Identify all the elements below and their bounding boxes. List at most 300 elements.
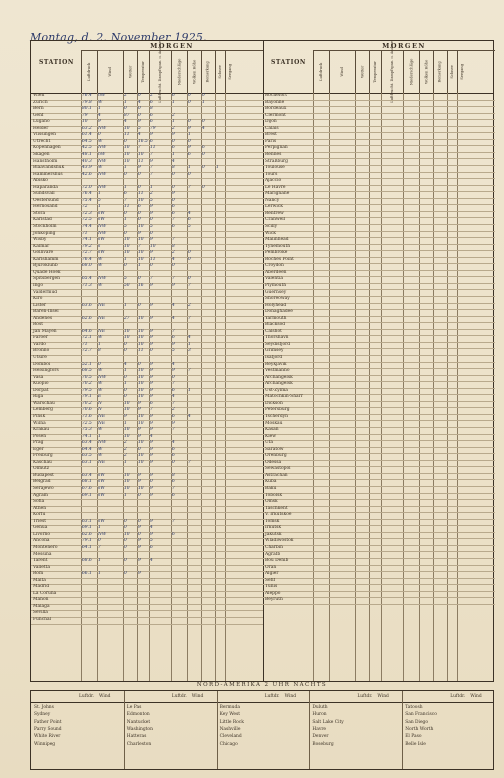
station-name: Aleppo xyxy=(265,590,281,596)
observation-value: 75.3 xyxy=(82,427,92,433)
header-luftdruck: Luftdr. xyxy=(450,694,466,699)
na-station-name: Denver xyxy=(312,734,329,740)
observation-value: 5 xyxy=(124,224,127,229)
observation-value: 10 xyxy=(138,420,144,426)
observation-value: 0 xyxy=(124,341,127,347)
column-header-label: Bemerkung xyxy=(206,60,211,83)
station-name: Dorpat xyxy=(33,387,49,393)
observation-value: 6 xyxy=(150,119,153,125)
station-name: Moskau xyxy=(265,420,283,426)
observation-value: 9 xyxy=(150,440,153,446)
observation-value: W xyxy=(98,368,103,374)
observation-value: 8 xyxy=(172,165,175,171)
observation-value: 70.2 xyxy=(82,400,92,406)
observation-value: 9 xyxy=(150,472,153,478)
observation-value: 9 xyxy=(150,394,153,400)
observation-value: 9 xyxy=(188,145,191,151)
observation-value: 10 xyxy=(138,341,144,347)
observation-value: 1 xyxy=(98,341,101,347)
observation-value: 6 xyxy=(172,531,175,537)
station-name: Archangelsk xyxy=(265,381,293,387)
observation-value: 10 xyxy=(124,427,130,433)
observation-value: W xyxy=(98,381,103,387)
station-name: Brönnö xyxy=(33,348,50,354)
station-name: Vlissingen xyxy=(33,132,56,138)
observation-value: 1 xyxy=(98,558,101,564)
column-header-9 xyxy=(225,50,236,93)
observation-value: 10 xyxy=(138,440,144,446)
observation-value: 72.3 xyxy=(82,210,92,216)
station-name: Kaschau xyxy=(33,459,52,465)
station-name: Quade Hoek xyxy=(33,269,61,275)
observation-value: 63.4 xyxy=(82,472,92,478)
observation-value: 7 xyxy=(172,400,175,406)
observation-value: 9 xyxy=(150,374,153,380)
observation-value: 1 xyxy=(124,217,127,223)
station-name: Jakutsk xyxy=(265,531,282,537)
na-station-name: St. Johns xyxy=(34,705,54,710)
station-name: Triest xyxy=(33,518,47,524)
station-name: Shoreoway xyxy=(265,296,290,302)
column-header-label: Schnee xyxy=(450,64,455,79)
observation-value: W xyxy=(98,446,103,452)
station-name: Serajewo xyxy=(33,486,54,491)
station-name: Grimsey xyxy=(265,348,284,354)
observation-value: 0 xyxy=(98,361,101,367)
station-name: Zürich xyxy=(33,99,48,105)
observation-value: W xyxy=(98,256,103,262)
observation-value: 1 xyxy=(98,191,101,197)
observation-value: 0 xyxy=(124,544,127,550)
observation-value: 0 xyxy=(172,171,175,177)
station-name: Budapest xyxy=(33,472,54,478)
observation-value: 9 xyxy=(172,282,175,288)
observation-value: 4 xyxy=(188,335,191,341)
header-luftdruck: Luftdr. xyxy=(357,694,373,699)
station-name: Calais xyxy=(265,125,279,131)
na-station-name: Cleveland xyxy=(219,734,242,740)
observation-value: 63.1 xyxy=(82,518,92,524)
observation-value: 27 xyxy=(124,315,130,321)
observation-value: 79.1 xyxy=(82,394,92,400)
observation-value: 9 xyxy=(138,427,141,433)
observation-value: 11 xyxy=(138,191,144,197)
observation-value: 6 xyxy=(172,145,175,151)
observation-value: 9 xyxy=(172,341,175,347)
observation-value: 71.3 xyxy=(82,282,92,288)
column-header-label: Wetter xyxy=(360,65,365,78)
na-station-name: Nashville xyxy=(219,726,241,732)
observation-value: 62.6 xyxy=(82,315,92,321)
observation-value: 7 xyxy=(138,243,141,249)
observation-value: 9 xyxy=(150,486,153,491)
header-luftdruck: Luftdr. xyxy=(79,694,94,699)
observation-value: 10 xyxy=(138,315,144,321)
station-name: Kuba xyxy=(265,479,277,485)
observation-value: 7 xyxy=(188,315,191,321)
na-station-name: San Diego xyxy=(405,719,429,725)
observation-value: 4 xyxy=(150,525,153,531)
station-name: Thorshavn xyxy=(265,335,289,341)
observation-value: NW xyxy=(98,531,107,537)
station-name: Agrafb xyxy=(265,551,281,557)
station-name: Abisko xyxy=(33,178,48,184)
observation-value: 9 xyxy=(98,119,101,125)
observation-value: 4 xyxy=(124,361,127,367)
observation-value: 0 xyxy=(202,184,205,190)
na-station-name: Nantucket xyxy=(126,719,151,725)
observation-value: W xyxy=(98,263,103,269)
observation-value: NE xyxy=(98,315,106,321)
na-station-name: Sydney xyxy=(34,712,51,718)
station-name: Tynemouth xyxy=(265,243,291,249)
observation-value: 72.5 xyxy=(82,420,92,426)
observation-value: 10 xyxy=(138,459,144,465)
observation-value: 0 xyxy=(202,93,205,98)
observation-value: 65.4 xyxy=(82,276,92,282)
station-name: Sefif xyxy=(265,577,276,583)
observation-value: sW xyxy=(98,250,105,256)
observation-value: NE xyxy=(98,302,106,308)
observation-value: 9 xyxy=(172,191,175,197)
station-name: Kasan xyxy=(265,427,279,433)
observation-value: 0 xyxy=(138,276,141,282)
observation-value: 6 xyxy=(172,387,175,393)
observation-value: 10 xyxy=(124,151,130,157)
observation-value: 9 xyxy=(138,407,141,413)
observation-value: 0 xyxy=(172,459,175,465)
observation-value: sW xyxy=(98,237,105,243)
observation-value: 6 xyxy=(172,413,175,419)
station-name: Lister xyxy=(33,302,47,308)
observation-value: 3 xyxy=(188,348,191,354)
observation-value: 16 xyxy=(138,282,144,288)
observation-value: 10 xyxy=(138,394,144,400)
station-name: Stora xyxy=(33,210,46,216)
observation-value: 6 xyxy=(138,204,141,210)
station-name: Blacksod xyxy=(265,322,286,328)
station-name: Seydisfjord xyxy=(265,341,291,347)
observation-value: 5 xyxy=(138,125,141,131)
observation-value: 0 xyxy=(124,394,127,400)
station-name: La Coruña xyxy=(33,590,57,596)
observation-value: 9 xyxy=(150,341,153,347)
observation-value: 1 xyxy=(188,341,191,347)
observation-value: 11 xyxy=(138,158,144,164)
observation-value: 0 xyxy=(138,302,141,308)
station-name: Le Havre xyxy=(265,184,286,190)
station-name: Paris xyxy=(265,138,277,144)
station-name: Straßburg xyxy=(265,158,288,164)
station-name: Färöer xyxy=(33,335,48,341)
observation-value: 7 xyxy=(172,217,175,223)
na-station-name: White River xyxy=(34,734,61,740)
observation-value: 79.8 xyxy=(82,99,92,105)
station-name: Jönköping xyxy=(33,230,56,236)
observation-value: 0 xyxy=(124,374,127,380)
observation-value: 8 xyxy=(150,106,153,112)
observation-value: 6 xyxy=(172,446,175,452)
observation-value: 9 xyxy=(150,361,153,367)
station-name: Tunis xyxy=(265,584,278,590)
observation-value: 4 xyxy=(124,119,127,125)
observation-value: 9 xyxy=(150,518,153,524)
observation-value: 63.4 xyxy=(82,440,92,446)
observation-value: 6 xyxy=(150,99,153,105)
observation-value: 6 xyxy=(150,544,153,550)
header-wind: Wind xyxy=(191,694,204,699)
observation-value: 52.1 xyxy=(82,361,92,367)
na-station-name: Huron xyxy=(312,712,327,718)
observation-value: 0 xyxy=(150,479,153,485)
column-header-label: Luftdruck xyxy=(87,62,92,81)
column-header-label: Luftfeucht. Dampfspan. o. Andere xyxy=(158,40,163,103)
column-header-label: Seegang xyxy=(460,63,465,80)
station-name: Renfrew xyxy=(265,210,284,216)
observation-value: 9 xyxy=(138,571,141,577)
observation-value: 1 xyxy=(98,525,101,531)
observation-value: 2 xyxy=(172,112,175,118)
observation-value: 9 xyxy=(150,387,153,393)
observation-value: 0 xyxy=(138,93,141,98)
observation-value: 9 xyxy=(188,125,191,131)
observation-value: sW xyxy=(98,479,105,485)
observation-value: 0 xyxy=(150,217,153,223)
observation-value: W xyxy=(98,138,103,144)
station-column-header: STATION xyxy=(39,59,74,66)
observation-value: 0 xyxy=(188,138,191,144)
observation-value: 1 xyxy=(202,99,205,105)
station-name: Perpignan xyxy=(265,145,288,151)
station-column-header: STATION xyxy=(271,59,306,66)
station-name: Stockholm xyxy=(33,224,57,229)
observation-value: 64.6 xyxy=(82,328,92,334)
observation-value: 0 xyxy=(202,151,205,157)
observation-value: 1 xyxy=(124,381,127,387)
observation-value: NW xyxy=(98,158,107,164)
observation-value: 0 xyxy=(188,171,191,177)
station-name: Sewastopol xyxy=(265,466,291,472)
column-header-0 xyxy=(313,50,330,93)
station-name: Ust-Zylma xyxy=(265,387,288,393)
observation-value: 1 xyxy=(124,492,127,498)
observation-value: N xyxy=(98,400,102,406)
observation-value: 0 xyxy=(188,250,191,256)
na-station-name: Havre xyxy=(312,726,327,732)
block-rule xyxy=(309,691,310,769)
observation-value: 0 xyxy=(138,446,141,452)
station-name: Skagen xyxy=(33,151,50,157)
station-name: Malinhead xyxy=(265,237,289,243)
observation-value: 0 xyxy=(188,119,191,125)
station-name: Algier xyxy=(265,571,279,577)
observation-value: 9 xyxy=(150,420,153,426)
station-name: Funchal xyxy=(33,617,52,622)
observation-value: 67.6 xyxy=(82,486,92,491)
observation-value: 0 xyxy=(150,230,153,236)
observation-value: 7 xyxy=(188,184,191,190)
observation-value: 9 xyxy=(138,538,141,544)
observation-value: 0 xyxy=(138,492,141,498)
column-header-1 xyxy=(97,50,124,93)
observation-value: 1 xyxy=(124,459,127,465)
station-name: Valdermud xyxy=(33,289,58,295)
observation-value: 74.1 xyxy=(82,433,92,439)
observation-value: 48.1 xyxy=(82,151,92,157)
observation-value: 6 xyxy=(172,492,175,498)
observation-value: NE xyxy=(98,459,106,465)
observation-value: 9 xyxy=(138,400,141,406)
station-name: Marignane xyxy=(265,191,290,197)
observation-value: 7 xyxy=(188,282,191,288)
observation-value: 66.1 xyxy=(82,571,92,577)
observation-value: 0 xyxy=(188,99,191,105)
observation-value: 79 xyxy=(150,125,156,131)
station-name: Saratow xyxy=(265,446,284,452)
observation-value: 9 xyxy=(138,165,141,171)
observation-value: 4 xyxy=(172,256,175,262)
station-name: Genua xyxy=(33,525,48,531)
station-name: Spitsbergen xyxy=(33,276,60,282)
station-name: Blaavandshuk xyxy=(33,165,65,171)
station-name: Posen xyxy=(33,433,47,439)
observation-value: 72.1 xyxy=(82,335,92,341)
observation-value: 10 xyxy=(124,433,130,439)
observation-value: 10 xyxy=(138,368,144,374)
observation-value: 4 xyxy=(172,394,175,400)
observation-value: 76.4 xyxy=(82,93,92,98)
observation-value: 6 xyxy=(150,112,153,118)
observation-value: 9 xyxy=(150,381,153,387)
observation-value: 0 xyxy=(124,171,127,177)
na-station-name: Belle Isle xyxy=(405,741,426,747)
observation-value: 0 xyxy=(138,184,141,190)
observation-value: 63.1 xyxy=(82,459,92,465)
observation-value: 9 xyxy=(150,315,153,321)
station-name: Ufa xyxy=(265,440,273,446)
observation-value: 42.5 xyxy=(82,145,92,151)
observation-value: nW xyxy=(98,93,106,98)
observation-value: 4 xyxy=(150,558,153,564)
observation-value: 10 xyxy=(124,407,130,413)
station-name: Pembroke xyxy=(265,250,288,256)
observation-value: 10 xyxy=(124,145,130,151)
observation-value: 0 xyxy=(124,230,127,236)
na-station-name: Tatoosh xyxy=(405,705,423,710)
observation-value: 10 xyxy=(124,472,130,478)
observation-value: 9 xyxy=(150,132,153,138)
column-header-label: Luftdruck xyxy=(319,62,324,81)
station-name: Ajaccio xyxy=(265,178,282,184)
station-name: Wien xyxy=(33,93,45,98)
observation-value: 6 xyxy=(202,145,205,151)
observation-value: 1 xyxy=(124,256,127,262)
station-name: Pinsk xyxy=(33,413,46,419)
station-name: Orenburg xyxy=(265,453,287,459)
station-name: Riga xyxy=(33,394,44,400)
observation-value: 1 xyxy=(124,368,127,374)
observation-value: W xyxy=(98,165,103,171)
observation-value: NW xyxy=(98,440,107,446)
observation-value: 0 xyxy=(138,361,141,367)
na-station-name: North Worth xyxy=(405,726,434,732)
observation-value: 0 xyxy=(124,387,127,393)
observation-value: 10 xyxy=(138,387,144,393)
na-station-name: Hatteras xyxy=(126,734,147,740)
observation-value: 7 xyxy=(172,427,175,433)
station-name: Bou Denib xyxy=(265,558,289,564)
observation-value: 9 xyxy=(138,558,141,564)
station-name: Reykjavik xyxy=(265,361,287,367)
observation-value: 43.9 xyxy=(82,165,92,171)
observation-value: 40.3 xyxy=(82,158,92,164)
observation-value: 62.6 xyxy=(82,531,92,537)
column-header-6 xyxy=(419,50,434,93)
station-name: Agram xyxy=(33,492,48,498)
observation-value: 10 xyxy=(124,237,130,243)
column-header-2 xyxy=(355,50,370,93)
observation-value: 4 xyxy=(138,132,141,138)
station-name: Rochefort xyxy=(265,93,287,98)
observation-value: 10 xyxy=(124,400,130,406)
na-station-name: Key West xyxy=(219,712,241,718)
na-station-name: Winnipeg xyxy=(34,741,56,747)
observation-value: 0 xyxy=(138,171,141,177)
table-row xyxy=(31,617,263,625)
observation-value: 0 xyxy=(124,525,127,531)
observation-value: 1 xyxy=(138,263,141,269)
observation-value: 8 xyxy=(172,472,175,478)
observation-value: 6 xyxy=(150,400,153,406)
observation-value: NW xyxy=(98,145,107,151)
observation-value: 11 xyxy=(124,132,130,138)
station-name: Roches Point xyxy=(265,256,294,262)
station-name: Malaga xyxy=(33,603,50,609)
station-name: Domböi xyxy=(33,361,51,367)
observation-value: 1 xyxy=(98,204,101,210)
station-name: Wladiwostok xyxy=(265,538,294,544)
station-name: Genf xyxy=(33,112,44,118)
observation-value: 7 xyxy=(150,165,153,171)
station-name: Charbin xyxy=(265,544,283,550)
station-name: Madrid xyxy=(33,584,50,590)
observation-value: 9 xyxy=(150,413,153,419)
observation-value: 7 xyxy=(188,368,191,374)
observation-value: 1 xyxy=(188,165,191,171)
observation-value: 71 xyxy=(82,341,88,347)
column-header-label: Luftfeucht. Dampfspan. o. Andere xyxy=(390,40,395,103)
observation-value: 1 xyxy=(98,106,101,112)
observation-value: 0 xyxy=(124,348,127,354)
na-station-name: Chicago xyxy=(219,741,238,747)
observation-value: 6 xyxy=(188,217,191,223)
observation-value: W xyxy=(98,282,103,288)
observation-value: 9 xyxy=(150,282,153,288)
observation-value: 11 xyxy=(150,145,156,151)
right-table-half xyxy=(263,41,493,681)
station-name: Holyhead xyxy=(265,302,287,308)
station-name: Warschau xyxy=(33,400,55,406)
block-rule xyxy=(217,691,218,769)
observation-value: 4 xyxy=(172,361,175,367)
station-name: Malta xyxy=(33,577,46,583)
observation-value: 70.2 xyxy=(82,381,92,387)
observation-value: 68.5 xyxy=(82,368,92,374)
observation-value: 70.5 xyxy=(82,374,92,380)
station-name: Tours xyxy=(265,171,278,177)
observation-value: 5 xyxy=(98,197,101,203)
observation-value: 2 xyxy=(124,446,127,452)
